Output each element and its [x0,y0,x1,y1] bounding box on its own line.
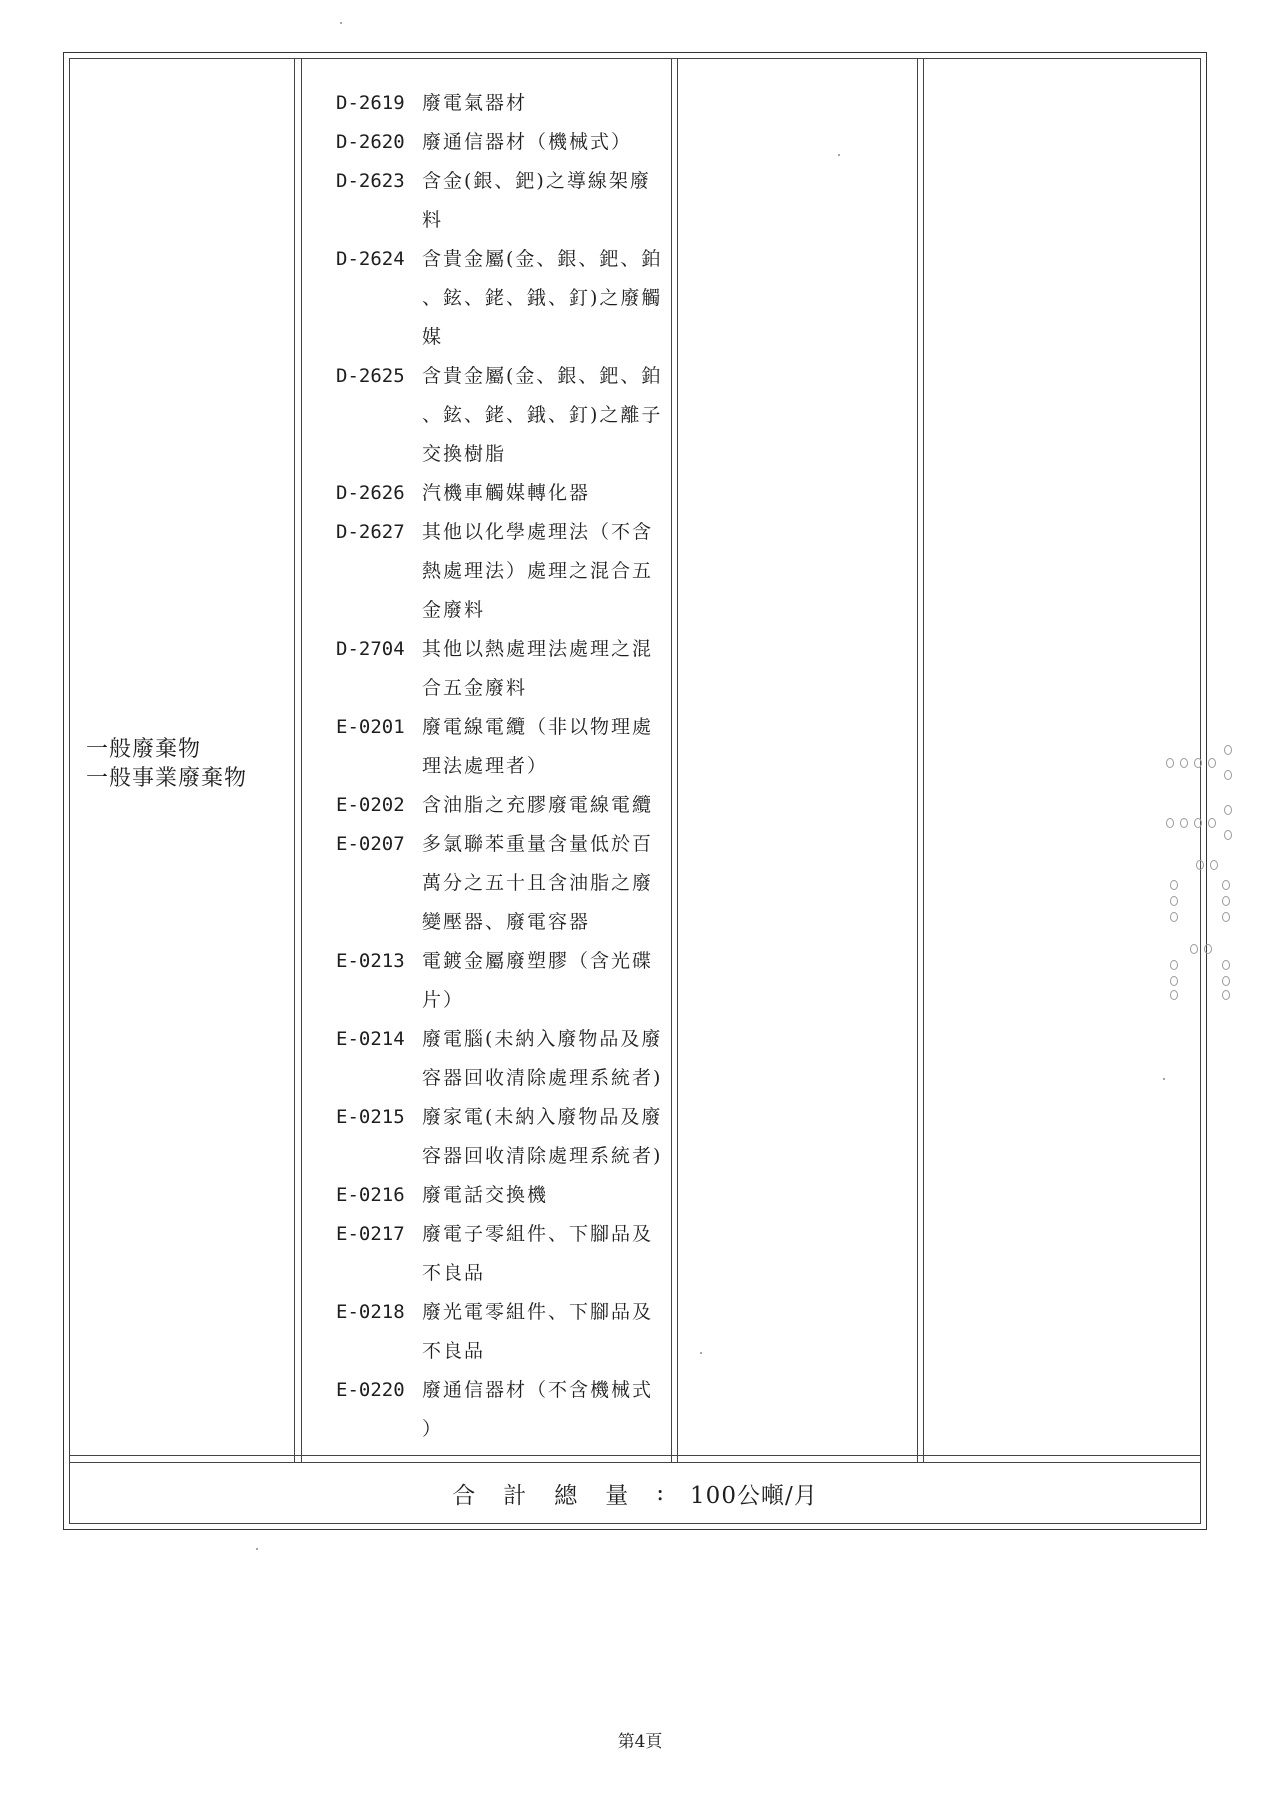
waste-name [422,84,672,123]
waste-name-line: 不良品 [422,1340,486,1362]
waste-name [422,708,672,786]
waste-name [422,786,672,825]
waste-name-line: 容器回收清除處理系統者) [422,1145,663,1167]
total-row [70,1464,1200,1522]
scan-speck [700,1352,702,1354]
waste-name-line: 廢通信器材（不含機械式 [422,1379,654,1401]
waste-code-entry [336,357,676,474]
waste-name-line: 廢電線電纜（非以物理處 [422,716,654,738]
waste-name-line: 含金(銀、鈀)之導線架廢 [422,170,651,192]
waste-code-entry [336,1176,676,1215]
waste-code: D-2625 [336,365,405,387]
waste-name [422,1020,672,1098]
waste-code: E-0215 [336,1106,405,1128]
waste-code: E-0220 [336,1379,405,1401]
waste-name-line: 交換樹脂 [422,443,507,465]
waste-code: D-2623 [336,170,405,192]
waste-name [422,162,672,240]
waste-name [422,357,672,474]
scan-speck [838,154,840,156]
waste-name-line: 其他以化學處理法（不含 [422,521,654,543]
waste-name-line: 廢電氣器材 [422,92,528,114]
waste-name [422,123,672,162]
waste-code-entry [336,123,676,162]
waste-code: D-2624 [336,248,405,270]
waste-code: E-0207 [336,833,405,855]
waste-name-line: 含貴金屬(金、銀、鈀、鉑 [422,248,663,270]
waste-name-line: 廢電子零組件、下腳品及 [422,1223,654,1245]
waste-code: D-2704 [336,638,405,660]
column-divider [917,58,918,1462]
waste-name [422,240,672,357]
waste-name [422,1215,672,1293]
waste-code-entry [336,1020,676,1098]
waste-name-line: 金廢料 [422,599,486,621]
waste-name-line: 合五金廢料 [422,677,528,699]
waste-name [422,1371,672,1449]
waste-name-line: 廢電話交換機 [422,1184,549,1206]
waste-code-entry [336,84,676,123]
waste-code: D-2627 [336,521,405,543]
waste-code-entry [336,708,676,786]
waste-name-line: 汽機車觸媒轉化器 [422,482,591,504]
waste-code: E-0217 [336,1223,405,1245]
waste-code: D-2620 [336,131,405,153]
waste-name-line: 廢家電(未納入廢物品及廢 [422,1106,663,1128]
waste-code-entry [336,1215,676,1293]
waste-name-line: 不良品 [422,1262,486,1284]
scan-speck [1163,1078,1165,1080]
waste-name-line: 容器回收清除處理系統者) [422,1067,663,1089]
waste-category-cell [86,735,247,793]
waste-name-line: 、鉉、銠、鋨、釘)之廢觸 [422,287,663,309]
waste-name [422,825,672,942]
waste-name-line: 廢光電零組件、下腳品及 [422,1301,654,1323]
waste-code-entry [336,942,676,1020]
column-divider [294,58,295,1462]
waste-code-entry [336,630,676,708]
waste-code-entry [336,240,676,357]
page-number: 第4頁 [617,1732,663,1752]
waste-code-entry [336,1098,676,1176]
waste-code-entry [336,162,676,240]
waste-name-line: 含油脂之充膠廢電線電纜 [422,794,654,816]
waste-name-line: 理法處理者） [422,755,549,777]
waste-name [422,1176,672,1215]
waste-name-line: 多氯聯苯重量含量低於百 [422,833,654,855]
waste-name-line: 料 [422,209,444,231]
waste-name-line: ） [422,1418,444,1440]
waste-code-entry [336,1371,676,1449]
waste-name-line: 其他以熱處理法處理之混 [422,638,654,660]
waste-code-entry [336,786,676,825]
total-value: 100公噸/月 [690,1482,818,1509]
waste-name-line: 熱處理法）處理之混合五 [422,560,654,582]
category-line: 一般事業廢棄物 [86,766,248,791]
category-line: 一般廢棄物 [86,737,202,762]
scan-speck [340,22,342,24]
waste-code-entry [336,513,676,630]
waste-name-line: 萬分之五十且含油脂之廢 [422,872,654,894]
waste-name-line: 廢電腦(未納入廢物品及廢 [422,1028,663,1050]
column-divider [677,58,678,1462]
total-colon: : [656,1480,665,1506]
waste-code-entry [336,1293,676,1371]
waste-name-line: 片） [422,989,465,1011]
waste-code-entry [336,474,676,513]
waste-name [422,942,672,1020]
waste-name [422,1293,672,1371]
scan-speck [256,1548,258,1550]
waste-name-line: 含貴金屬(金、銀、鈀、鉑 [422,365,663,387]
waste-code-entry [336,825,676,942]
waste-name [422,474,672,513]
waste-name-line: 電鍍金屬廢塑膠（含光碟 [422,950,654,972]
waste-name-line: 、鉉、銠、鋨、釘)之離子 [422,404,663,426]
waste-code-list [336,84,676,1449]
waste-code: E-0218 [336,1301,405,1323]
waste-name [422,1098,672,1176]
column-divider [923,58,924,1462]
waste-code: D-2619 [336,92,405,114]
waste-code: E-0216 [336,1184,405,1206]
waste-code: E-0201 [336,716,405,738]
total-label: 合計總量 [452,1482,657,1509]
waste-code: E-0213 [336,950,405,972]
waste-code: D-2626 [336,482,405,504]
waste-name [422,630,672,708]
waste-name-line: 廢通信器材（機械式） [422,131,633,153]
waste-code: E-0202 [336,794,405,816]
column-divider [301,58,302,1462]
row-divider [69,1462,1201,1463]
waste-name-line: 媒 [422,326,444,348]
row-divider [69,1455,1201,1456]
scan-artifact-marks [1160,740,1240,1000]
waste-code: E-0214 [336,1028,405,1050]
waste-name-line: 變壓器、廢電容器 [422,911,591,933]
waste-name [422,513,672,630]
